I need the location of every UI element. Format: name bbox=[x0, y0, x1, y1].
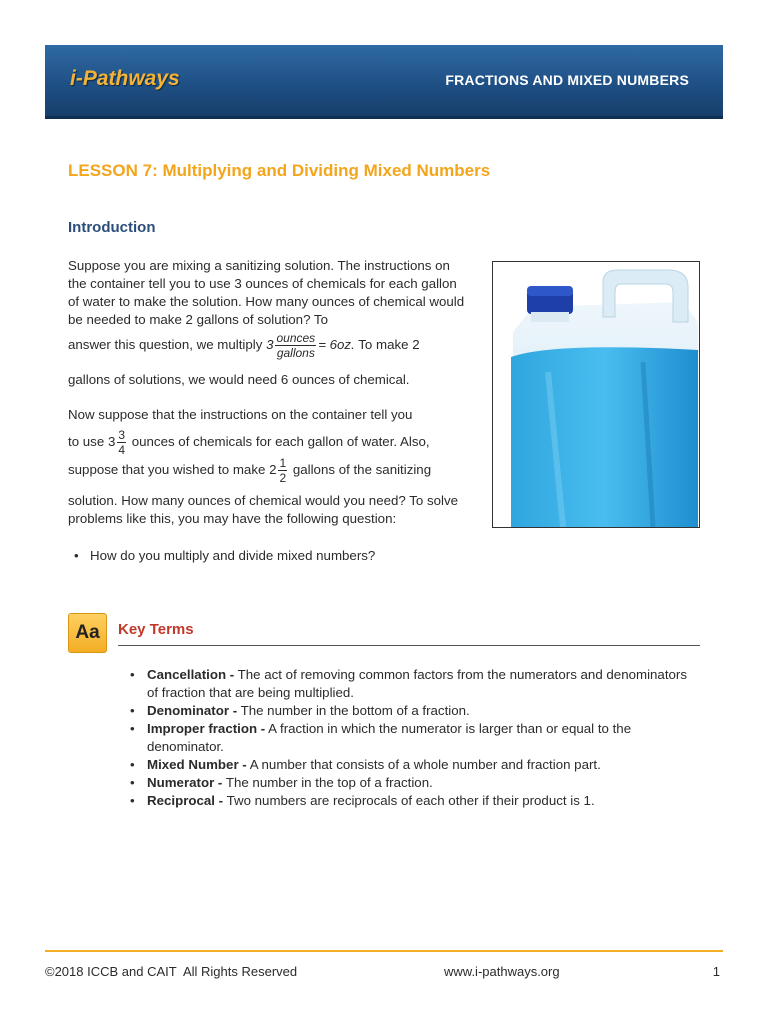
intro-paragraph-2-line1: Now suppose that the instructions on the container tell you bbox=[68, 407, 413, 422]
introduction-heading: Introduction bbox=[68, 219, 156, 236]
lesson-title: LESSON 7: Multiplying and Dividing Mixed Numbers bbox=[68, 161, 491, 180]
intro-equation-line bbox=[68, 331, 468, 360]
term-definition: The act of removing common factors from the numerators and denominators of fraction that are being multiplied. bbox=[147, 667, 687, 700]
guiding-question bbox=[74, 548, 375, 563]
intro-mixed-line-2 bbox=[68, 456, 468, 485]
mixed2-denominator: 2 bbox=[279, 471, 287, 485]
footer-copyright: ©2018 ICCB and CAIT All Rights Reserved bbox=[45, 964, 298, 979]
key-term-item bbox=[130, 792, 690, 810]
term-definition: A number that consists of a whole number and fraction part. bbox=[246, 757, 601, 772]
intro-paragraph-2-end: solution. How many ounces of chemical would you need? To solve problems like this, you may have the following question: bbox=[68, 493, 459, 526]
mixed2-fraction bbox=[278, 456, 287, 485]
mixed1-after-text: ounces of chemicals for each gallon of water. Also, bbox=[131, 434, 430, 450]
mixed2-lead-text: suppose that you wished to make bbox=[68, 462, 266, 478]
key-term-item bbox=[130, 702, 690, 720]
key-terms-heading: Key Terms bbox=[118, 621, 194, 638]
equation-numerator: ounces bbox=[276, 331, 316, 345]
bullet-dot: • bbox=[130, 793, 135, 808]
equation-trail-text: To make 2 bbox=[358, 337, 420, 353]
blue-jug-illustration bbox=[493, 262, 699, 527]
bullet-dot: • bbox=[130, 757, 135, 772]
question-text: How do you multiply and divide mixed numbers? bbox=[90, 548, 376, 563]
bullet-dot: • bbox=[74, 548, 79, 563]
key-terms-list bbox=[130, 666, 690, 810]
i-pathways-logo: i-Pathways bbox=[70, 67, 180, 90]
term-definition: The number in the top of a fraction. bbox=[222, 775, 433, 790]
mixed1-numerator: 3 bbox=[118, 428, 126, 442]
term-definition: Two numbers are reciprocals of each other if their product is 1. bbox=[223, 793, 595, 808]
mixed1-fraction bbox=[117, 428, 126, 457]
bullet-dot: • bbox=[130, 721, 135, 736]
mixed1-lead-text: to use bbox=[68, 434, 105, 450]
term: Cancellation - bbox=[147, 667, 235, 682]
footer-divider bbox=[45, 950, 723, 952]
intro-paragraph-1: Suppose you are mixing a sanitizing solution. The instructions on the container tell you to use 3 ounces of chemicals for each gallon of water to make the solution. How many ounces of chemical would be needed to make 2 gallons of solution? To bbox=[68, 258, 465, 327]
mixed2-whole: 2 bbox=[269, 462, 277, 478]
header-banner bbox=[45, 45, 723, 119]
term: Numerator - bbox=[147, 775, 223, 790]
mixed2-numerator: 1 bbox=[279, 456, 287, 470]
chemical-jug-photo bbox=[492, 261, 700, 528]
mixed1-denominator: 4 bbox=[118, 443, 126, 457]
term: Improper fraction - bbox=[147, 721, 266, 736]
key-term-item bbox=[130, 774, 690, 792]
intro-mixed-line-1 bbox=[68, 428, 468, 457]
bullet-dot: • bbox=[130, 775, 135, 790]
key-terms-divider bbox=[118, 645, 700, 646]
term-definition: The number in the bottom of a fraction. bbox=[237, 703, 470, 718]
key-term-item bbox=[130, 756, 690, 774]
bullet-dot: • bbox=[130, 667, 135, 682]
equation-lead-text: answer this question, we multiply bbox=[68, 337, 263, 353]
equation-result: = 6oz. bbox=[318, 337, 355, 353]
mixed1-whole: 3 bbox=[107, 434, 116, 450]
page-number: 1 bbox=[712, 964, 720, 979]
term-definition: A fraction in which the numerator is larger than or equal to the denominator. bbox=[147, 721, 632, 754]
key-terms-aa-icon: Aa bbox=[68, 613, 107, 653]
equation-whole: 3 bbox=[266, 337, 274, 353]
unit-title: FRACTIONS AND MIXED NUMBERS bbox=[445, 72, 689, 88]
equation-denominator: gallons bbox=[276, 346, 315, 360]
term: Reciprocal - bbox=[147, 793, 224, 808]
term: Denominator - bbox=[147, 703, 238, 718]
bullet-dot: • bbox=[130, 703, 135, 718]
mixed2-after-text: gallons of the sanitizing bbox=[292, 462, 432, 478]
key-term-item bbox=[130, 666, 690, 702]
intro-paragraph-1-end: gallons of solutions, we would need 6 ounces of chemical. bbox=[68, 372, 410, 387]
key-term-item bbox=[130, 720, 690, 756]
footer-url-link[interactable]: www.i-pathways.org bbox=[444, 964, 560, 979]
term: Mixed Number - bbox=[147, 757, 247, 772]
equation-fraction bbox=[275, 331, 316, 360]
